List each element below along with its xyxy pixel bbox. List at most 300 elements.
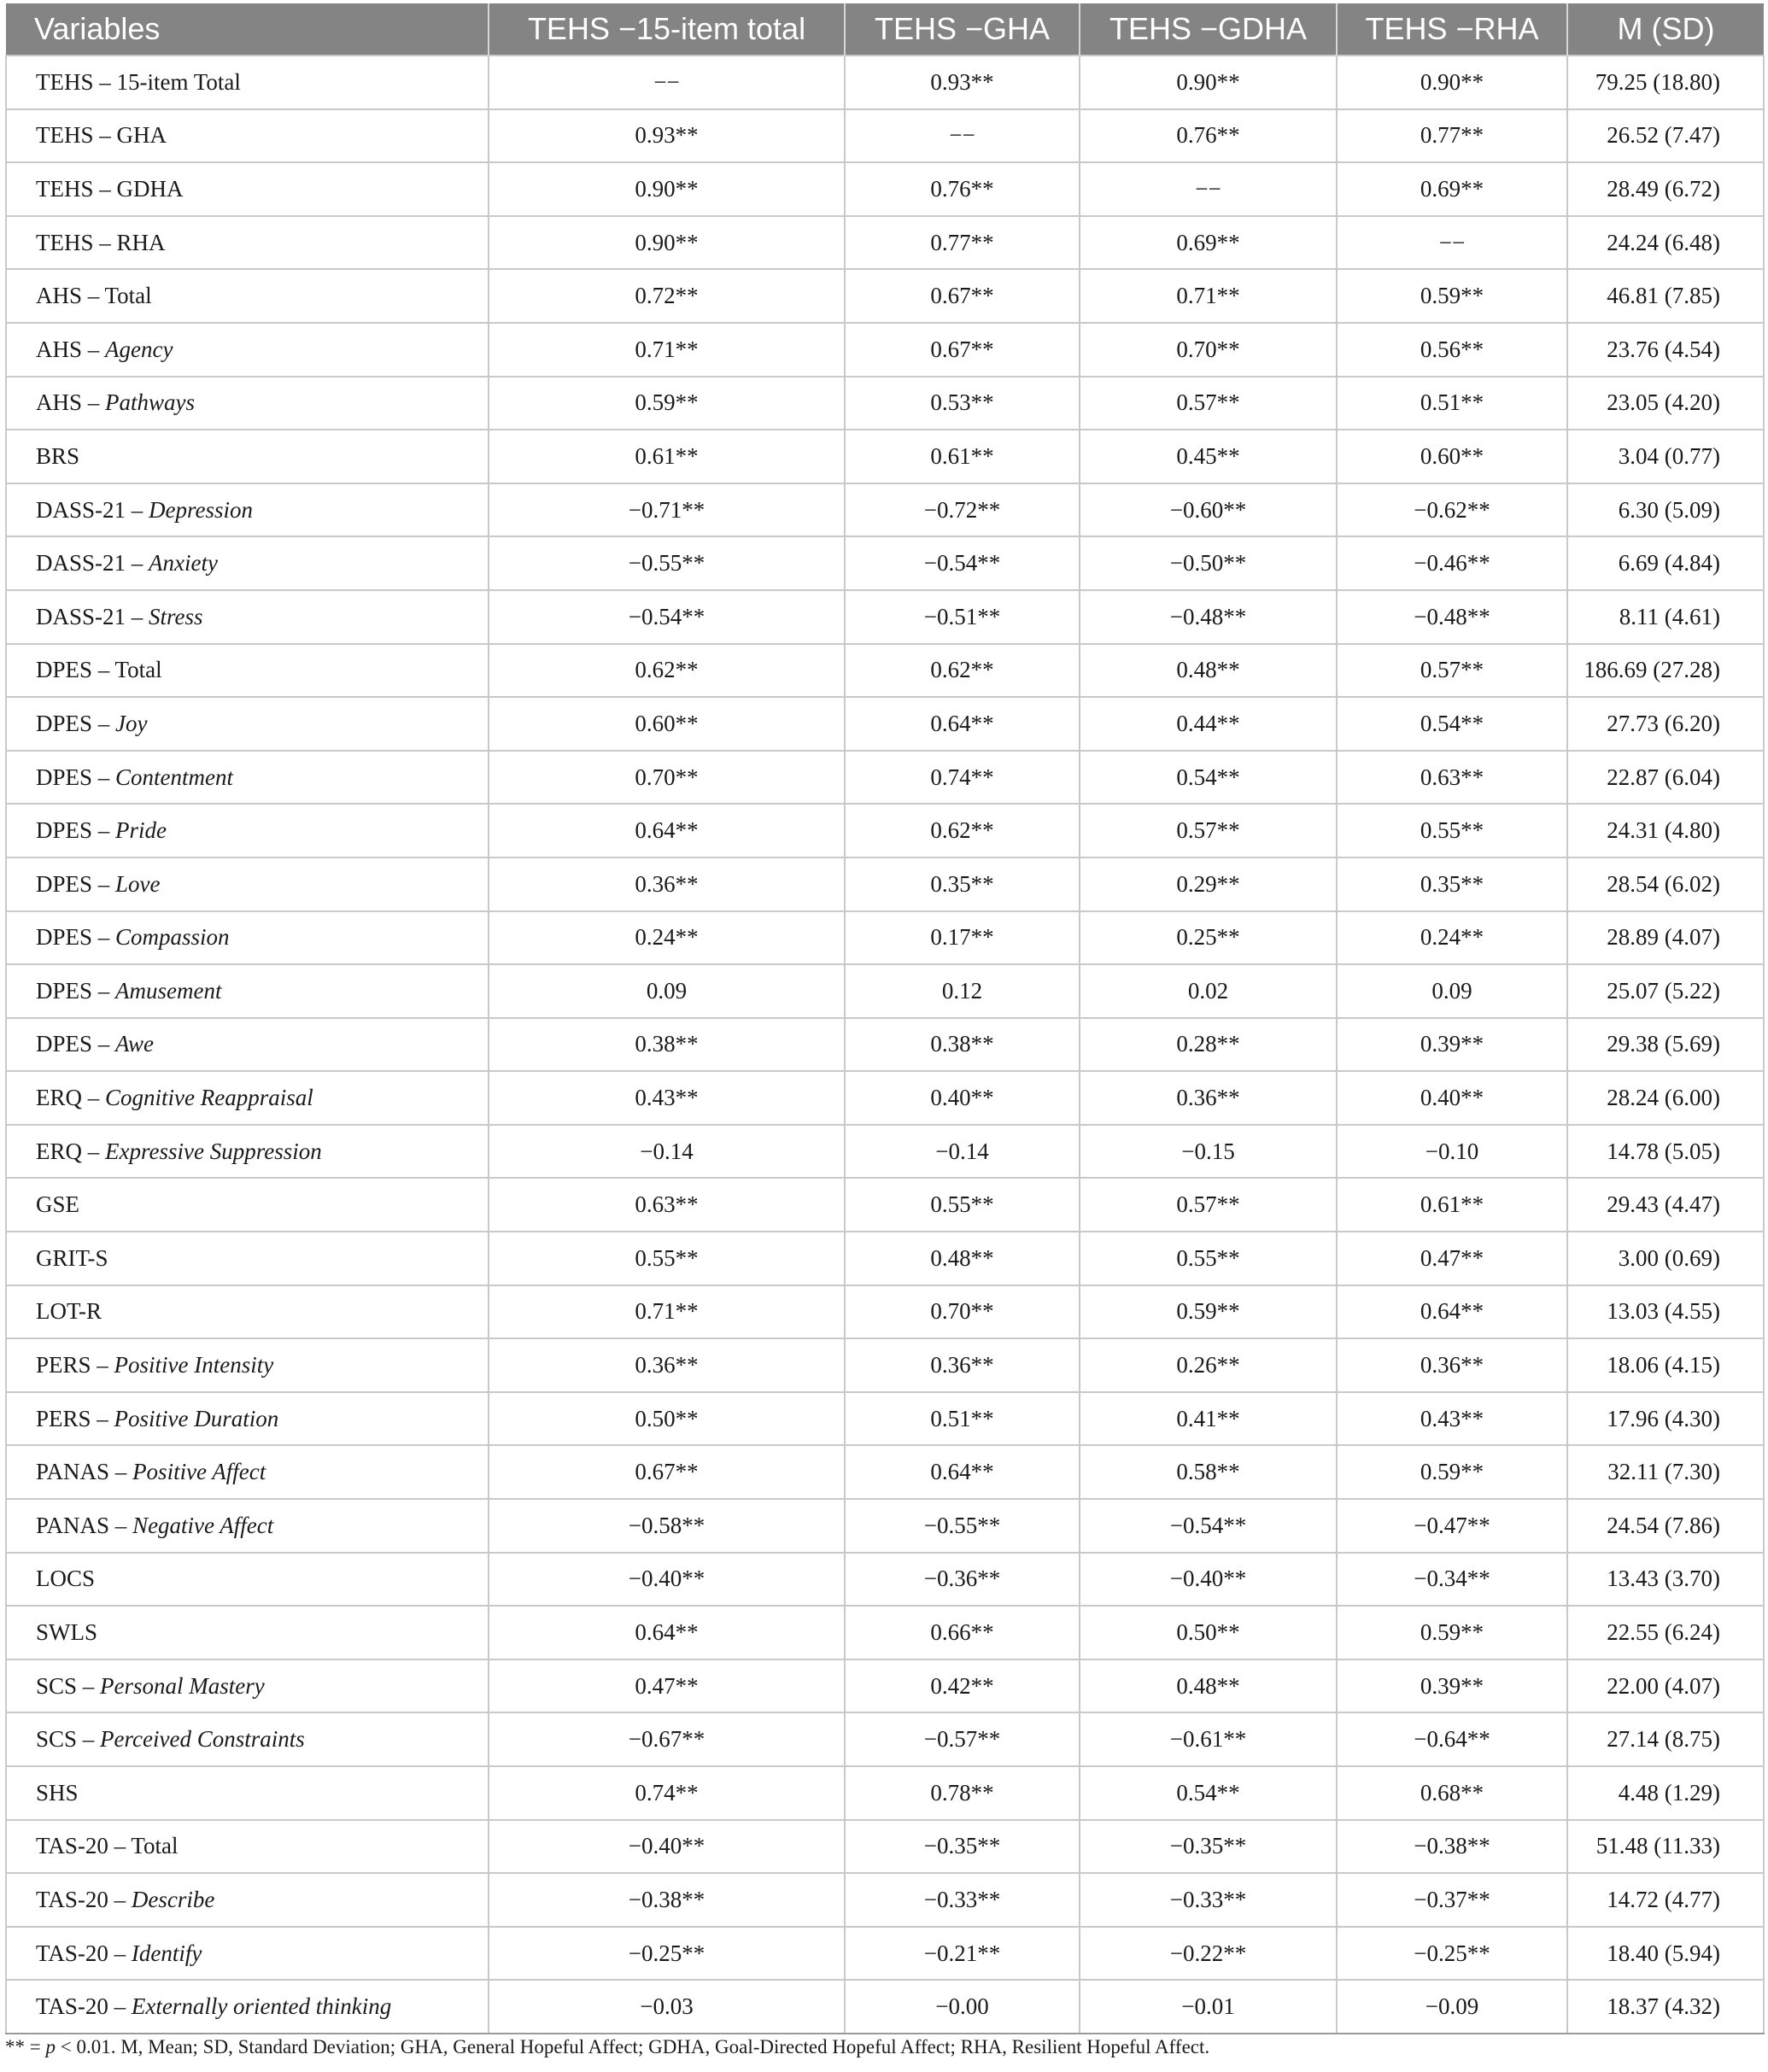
table-row [6, 1232, 1764, 1285]
variable-name-cell [6, 857, 489, 911]
tehs-gha-cell: 0.74** [845, 751, 1080, 805]
mean-sd-cell: 6.30 (5.09) [1567, 483, 1764, 537]
variable-scale: DASS-21 – [36, 496, 149, 523]
variable-name-cell [6, 1445, 489, 1499]
tehs-rha-cell: −0.37** [1337, 1873, 1567, 1927]
tehs-gha-cell: 0.55** [845, 1178, 1080, 1232]
variable-subscale: Externally oriented thinking [131, 1993, 392, 2020]
tehs-gha-cell: 0.78** [845, 1766, 1080, 1820]
tehs-gdha-cell: 0.59** [1080, 1285, 1337, 1339]
tehs-rha-cell: 0.36** [1337, 1338, 1567, 1392]
variable-scale: BRS [36, 442, 80, 469]
variable-scale: SWLS [36, 1619, 98, 1646]
variable-subscale: Personal Mastery [100, 1672, 265, 1699]
tehs-rha-cell: 0.47** [1337, 1232, 1567, 1285]
tehs-total-cell: −0.25** [489, 1927, 845, 1981]
tehs-total-cell: 0.71** [489, 323, 845, 377]
tehs-total-cell: −0.14 [489, 1125, 845, 1179]
variable-scale: PANAS – [36, 1512, 133, 1538]
tehs-gdha-cell: −0.15 [1080, 1125, 1337, 1179]
tehs-gdha-cell: 0.71** [1080, 269, 1337, 323]
tehs-rha-cell: −0.10 [1337, 1125, 1567, 1179]
variable-name-cell [6, 1980, 489, 2034]
tehs-gdha-cell: 0.90** [1080, 56, 1337, 109]
tehs-total-cell: 0.36** [489, 857, 845, 911]
variable-scale: ERQ – [36, 1085, 105, 1111]
variable-scale: GSE [36, 1191, 80, 1218]
tehs-rha-cell: 0.60** [1337, 430, 1567, 483]
mean-sd-cell: 22.87 (6.04) [1567, 751, 1764, 805]
tehs-gha-cell: 0.35** [845, 857, 1080, 911]
tehs-total-cell: 0.90** [489, 162, 845, 216]
tehs-gdha-cell: 0.50** [1080, 1606, 1337, 1659]
table-row [6, 109, 1764, 163]
tehs-rha-cell: 0.90** [1337, 56, 1567, 109]
tehs-total-cell: −0.38** [489, 1873, 845, 1927]
tehs-gha-cell: 0.62** [845, 804, 1080, 857]
variable-subscale: Describe [131, 1886, 215, 1912]
tehs-rha-cell: −0.46** [1337, 536, 1567, 590]
variable-scale: LOCS [36, 1566, 96, 1592]
footnote-lead: ** = [5, 2036, 46, 2057]
tehs-gha-cell: −0.55** [845, 1499, 1080, 1553]
tehs-total-cell: −0.71** [489, 483, 845, 537]
correlation-table-container [5, 3, 1763, 2034]
tehs-gha-cell: 0.48** [845, 1232, 1080, 1285]
variable-subscale: Anxiety [149, 550, 218, 577]
variable-scale: DPES – [36, 870, 116, 897]
tehs-rha-cell: 0.39** [1337, 1018, 1567, 1072]
tehs-gdha-cell: 0.58** [1080, 1445, 1337, 1499]
variable-name-cell [6, 911, 489, 965]
tehs-gha-cell: 0.66** [845, 1606, 1080, 1659]
mean-sd-cell: 28.24 (6.00) [1567, 1071, 1764, 1125]
variable-name-cell [6, 697, 489, 751]
tehs-total-cell: 0.71** [489, 1285, 845, 1339]
variable-scale: TEHS – 15-item Total [36, 68, 241, 95]
variable-scale: LOT-R [36, 1298, 102, 1325]
tehs-total-cell: −0.40** [489, 1553, 845, 1607]
variable-name-cell [6, 1659, 489, 1713]
mean-sd-cell: 29.38 (5.69) [1567, 1018, 1764, 1072]
table-row [6, 1659, 1764, 1713]
tehs-gdha-cell: −0.50** [1080, 536, 1337, 590]
tehs-gha-cell: −0.72** [845, 483, 1080, 537]
tehs-gdha-cell: 0.44** [1080, 697, 1337, 751]
table-row [6, 1071, 1764, 1125]
tehs-total-cell: −0.55** [489, 536, 845, 590]
mean-sd-cell: 29.43 (4.47) [1567, 1178, 1764, 1232]
mean-sd-cell: 46.81 (7.85) [1567, 269, 1764, 323]
mean-sd-cell: 8.11 (4.61) [1567, 590, 1764, 644]
tehs-rha-cell: 0.56** [1337, 323, 1567, 377]
header-variables: Variables [6, 3, 489, 56]
variable-scale: TEHS – RHA [36, 229, 166, 255]
tehs-rha-cell: 0.77** [1337, 109, 1567, 163]
variable-name-cell [6, 269, 489, 323]
tehs-gdha-cell: 0.54** [1080, 751, 1337, 805]
variable-subscale: Positive Duration [114, 1405, 279, 1431]
variable-name-cell [6, 1927, 489, 1981]
tehs-gha-cell: 0.64** [845, 1445, 1080, 1499]
variable-name-cell [6, 1873, 489, 1927]
tehs-gdha-cell: 0.29** [1080, 857, 1337, 911]
mean-sd-cell: 28.49 (6.72) [1567, 162, 1764, 216]
tehs-gdha-cell: 0.69** [1080, 216, 1337, 270]
variable-name-cell [6, 1712, 489, 1766]
header-tehs-total: TEHS −15-item total [489, 3, 845, 56]
tehs-total-cell: 0.38** [489, 1018, 845, 1072]
tehs-total-cell: −0.58** [489, 1499, 845, 1553]
tehs-rha-cell: 0.09 [1337, 964, 1567, 1018]
tehs-total-cell: −0.03 [489, 1980, 845, 2034]
variable-name-cell [6, 1606, 489, 1659]
tehs-total-cell: 0.61** [489, 430, 845, 483]
tehs-rha-cell: −0.38** [1337, 1820, 1567, 1874]
tehs-rha-cell: −0.48** [1337, 590, 1567, 644]
tehs-gdha-cell: 0.57** [1080, 1178, 1337, 1232]
tehs-total-cell: −− [489, 56, 845, 109]
variable-name-cell [6, 483, 489, 537]
tehs-gdha-cell: 0.55** [1080, 1232, 1337, 1285]
variable-scale: AHS – [36, 389, 106, 416]
tehs-gha-cell: −0.33** [845, 1873, 1080, 1927]
tehs-gha-cell: 0.12 [845, 964, 1080, 1018]
variable-scale: TEHS – GDHA [36, 175, 184, 202]
variable-name-cell [6, 1820, 489, 1874]
table-row [6, 1499, 1764, 1553]
variable-scale: PERS – [36, 1405, 114, 1431]
tehs-total-cell: 0.36** [489, 1338, 845, 1392]
table-row [6, 644, 1764, 698]
variable-name-cell [6, 536, 489, 590]
tehs-total-cell: 0.93** [489, 109, 845, 163]
variable-name-cell [6, 1178, 489, 1232]
tehs-total-cell: 0.24** [489, 911, 845, 965]
variable-subscale: Awe [115, 1031, 155, 1057]
variable-scale: SCS – [36, 1672, 101, 1699]
mean-sd-cell: 3.00 (0.69) [1567, 1232, 1764, 1285]
table-row [6, 1606, 1764, 1659]
variable-scale: PERS – [36, 1352, 114, 1378]
mean-sd-cell: 27.14 (8.75) [1567, 1712, 1764, 1766]
tehs-gdha-cell: 0.48** [1080, 644, 1337, 698]
variable-name-cell [6, 1071, 489, 1125]
table-row [6, 804, 1764, 857]
tehs-gha-cell: −0.21** [845, 1927, 1080, 1981]
tehs-total-cell: 0.50** [489, 1392, 845, 1446]
tehs-gdha-cell: 0.57** [1080, 377, 1337, 430]
tehs-rha-cell: 0.35** [1337, 857, 1567, 911]
tehs-rha-cell: 0.57** [1337, 644, 1567, 698]
tehs-total-cell: 0.09 [489, 964, 845, 1018]
tehs-gdha-cell: −0.22** [1080, 1927, 1337, 1981]
variable-name-cell [6, 644, 489, 698]
variable-subscale: Negative Affect [132, 1512, 274, 1538]
tehs-gdha-cell: 0.57** [1080, 804, 1337, 857]
tehs-gdha-cell: 0.28** [1080, 1018, 1337, 1072]
tehs-rha-cell: −− [1337, 216, 1567, 270]
tehs-total-cell: 0.43** [489, 1071, 845, 1125]
variable-subscale: Agency [105, 336, 173, 362]
tehs-total-cell: 0.63** [489, 1178, 845, 1232]
variable-subscale: Joy [115, 710, 148, 736]
table-row [6, 536, 1764, 590]
tehs-rha-cell: 0.64** [1337, 1285, 1567, 1339]
variable-scale: DPES – [36, 1031, 116, 1057]
table-row [6, 1712, 1764, 1766]
table-row [6, 216, 1764, 270]
mean-sd-cell: 28.89 (4.07) [1567, 911, 1764, 965]
variable-subscale: Expressive Suppression [105, 1138, 322, 1164]
variable-subscale: Pathways [105, 389, 196, 416]
tehs-gha-cell: −0.14 [845, 1125, 1080, 1179]
tehs-gdha-cell: −0.60** [1080, 483, 1337, 537]
variable-subscale: Perceived Constraints [100, 1726, 305, 1753]
table-row [6, 857, 1764, 911]
tehs-total-cell: 0.90** [489, 216, 845, 270]
tehs-gha-cell: −0.54** [845, 536, 1080, 590]
tehs-rha-cell: 0.68** [1337, 1766, 1567, 1820]
table-row [6, 1125, 1764, 1179]
mean-sd-cell: 18.40 (5.94) [1567, 1927, 1764, 1981]
mean-sd-cell: 14.78 (5.05) [1567, 1125, 1764, 1179]
tehs-gha-cell: 0.53** [845, 377, 1080, 430]
header-mean-sd: M (SD) [1567, 3, 1764, 56]
tehs-gha-cell: 0.64** [845, 697, 1080, 751]
variable-scale: PANAS – [36, 1459, 133, 1485]
table-row [6, 1820, 1764, 1874]
table-row [6, 1873, 1764, 1927]
mean-sd-cell: 32.11 (7.30) [1567, 1445, 1764, 1499]
tehs-total-cell: 0.47** [489, 1659, 845, 1713]
tehs-gdha-cell: −0.35** [1080, 1820, 1337, 1874]
variable-scale: DPES – [36, 977, 116, 1004]
variable-name-cell [6, 56, 489, 109]
mean-sd-cell: 28.54 (6.02) [1567, 857, 1764, 911]
tehs-rha-cell: 0.59** [1337, 269, 1567, 323]
variable-subscale: Pride [115, 817, 167, 844]
mean-sd-cell: 6.69 (4.84) [1567, 536, 1764, 590]
variable-name-cell [6, 430, 489, 483]
table-row [6, 162, 1764, 216]
tehs-rha-cell: 0.59** [1337, 1606, 1567, 1659]
tehs-gha-cell: 0.38** [845, 1018, 1080, 1072]
table-row [6, 269, 1764, 323]
variable-name-cell [6, 804, 489, 857]
mean-sd-cell: 13.03 (4.55) [1567, 1285, 1764, 1339]
tehs-rha-cell: −0.25** [1337, 1927, 1567, 1981]
tehs-total-cell: −0.40** [489, 1820, 845, 1874]
mean-sd-cell: 4.48 (1.29) [1567, 1766, 1764, 1820]
tehs-rha-cell: 0.61** [1337, 1178, 1567, 1232]
table-row [6, 56, 1764, 109]
tehs-total-cell: 0.67** [489, 1445, 845, 1499]
variable-subscale: Compassion [115, 924, 230, 951]
variable-subscale: Contentment [115, 764, 234, 790]
tehs-total-cell: 0.60** [489, 697, 845, 751]
tehs-gha-cell: 0.36** [845, 1338, 1080, 1392]
tehs-gdha-cell: 0.26** [1080, 1338, 1337, 1392]
tehs-rha-cell: 0.51** [1337, 377, 1567, 430]
variable-name-cell [6, 1018, 489, 1072]
table-row [6, 1980, 1764, 2034]
mean-sd-cell: 26.52 (7.47) [1567, 109, 1764, 163]
tehs-total-cell: 0.64** [489, 804, 845, 857]
variable-scale: DASS-21 – [36, 603, 149, 629]
variable-name-cell [6, 1766, 489, 1820]
mean-sd-cell: 79.25 (18.80) [1567, 56, 1764, 109]
correlation-table [5, 3, 1765, 2034]
tehs-rha-cell: 0.69** [1337, 162, 1567, 216]
tehs-total-cell: 0.59** [489, 377, 845, 430]
variable-scale: SCS – [36, 1726, 101, 1753]
tehs-gdha-cell: −− [1080, 162, 1337, 216]
variable-subscale: Love [115, 870, 161, 897]
variable-name-cell [6, 162, 489, 216]
table-row [6, 1178, 1764, 1232]
tehs-gha-cell: −− [845, 109, 1080, 163]
variable-name-cell [6, 1553, 489, 1607]
tehs-gha-cell: −0.57** [845, 1712, 1080, 1766]
variable-scale: DPES – [36, 764, 116, 790]
variable-subscale: Identify [131, 1940, 202, 1966]
tehs-rha-cell: 0.55** [1337, 804, 1567, 857]
variable-scale: TAS-20 – [36, 1886, 132, 1912]
table-row [6, 751, 1764, 805]
tehs-rha-cell: 0.54** [1337, 697, 1567, 751]
variable-scale: AHS – [36, 336, 106, 362]
table-row [6, 697, 1764, 751]
footnote-text: < 0.01. M, Mean; SD, Standard Deviation; GHA, General Hopeful Affect; GDHA, Goal-Directed Hopeful Affect; RHA, Resilient Hopeful Affect. [55, 2036, 1210, 2057]
variable-name-cell [6, 964, 489, 1018]
variable-scale: DPES – Total [36, 657, 162, 683]
table-row [6, 964, 1764, 1018]
variable-scale: DPES – [36, 924, 116, 951]
table-row [6, 1285, 1764, 1339]
variable-subscale: Stress [149, 603, 203, 629]
tehs-gha-cell: 0.62** [845, 644, 1080, 698]
tehs-rha-cell: 0.63** [1337, 751, 1567, 805]
table-row [6, 1927, 1764, 1981]
tehs-rha-cell: 0.39** [1337, 1659, 1567, 1713]
tehs-gdha-cell: −0.54** [1080, 1499, 1337, 1553]
tehs-total-cell: −0.67** [489, 1712, 845, 1766]
variable-subscale: Positive Intensity [114, 1352, 274, 1378]
tehs-total-cell: 0.72** [489, 269, 845, 323]
variable-scale: AHS – Total [36, 283, 152, 309]
mean-sd-cell: 14.72 (4.77) [1567, 1873, 1764, 1927]
variable-scale: TAS-20 – [36, 1993, 132, 2020]
header-row [6, 3, 1764, 56]
tehs-gdha-cell: 0.48** [1080, 1659, 1337, 1713]
table-row [6, 483, 1764, 537]
variable-name-cell [6, 1285, 489, 1339]
tehs-total-cell: 0.55** [489, 1232, 845, 1285]
tehs-total-cell: 0.74** [489, 1766, 845, 1820]
table-row [6, 377, 1764, 430]
variable-name-cell [6, 216, 489, 270]
table-row [6, 911, 1764, 965]
mean-sd-cell: 22.55 (6.24) [1567, 1606, 1764, 1659]
footnote-p: p [45, 2036, 56, 2057]
tehs-gha-cell: −0.00 [845, 1980, 1080, 2034]
mean-sd-cell: 27.73 (6.20) [1567, 697, 1764, 751]
tehs-rha-cell: 0.24** [1337, 911, 1567, 965]
header-tehs-rha: TEHS −RHA [1337, 3, 1567, 56]
variable-scale: SHS [36, 1779, 79, 1806]
variable-subscale: Cognitive Reappraisal [105, 1085, 313, 1111]
variable-name-cell [6, 1499, 489, 1553]
mean-sd-cell: 18.06 (4.15) [1567, 1338, 1764, 1392]
header-tehs-gdha: TEHS −GDHA [1080, 3, 1337, 56]
variable-subscale: Depression [149, 496, 254, 523]
variable-subscale: Amusement [115, 977, 222, 1004]
tehs-total-cell: 0.70** [489, 751, 845, 805]
variable-name-cell [6, 109, 489, 163]
table-row [6, 1766, 1764, 1820]
table-row [6, 1392, 1764, 1446]
table-row [6, 323, 1764, 377]
mean-sd-cell: 25.07 (5.22) [1567, 964, 1764, 1018]
tehs-gha-cell: 0.61** [845, 430, 1080, 483]
tehs-gdha-cell: −0.33** [1080, 1873, 1337, 1927]
tehs-gdha-cell: −0.40** [1080, 1553, 1337, 1607]
tehs-rha-cell: −0.62** [1337, 483, 1567, 537]
mean-sd-cell: 3.04 (0.77) [1567, 430, 1764, 483]
table-row [6, 1553, 1764, 1607]
tehs-gdha-cell: −0.01 [1080, 1980, 1337, 2034]
variable-scale: TEHS – GHA [36, 122, 167, 149]
tehs-rha-cell: −0.34** [1337, 1553, 1567, 1607]
table-row [6, 430, 1764, 483]
tehs-gdha-cell: 0.36** [1080, 1071, 1337, 1125]
header-tehs-gha: TEHS −GHA [845, 3, 1080, 56]
tehs-gdha-cell: 0.25** [1080, 911, 1337, 965]
tehs-gha-cell: 0.77** [845, 216, 1080, 270]
mean-sd-cell: 22.00 (4.07) [1567, 1659, 1764, 1713]
table-footnote [5, 2036, 1209, 2058]
table-row [6, 1018, 1764, 1072]
tehs-gha-cell: 0.67** [845, 323, 1080, 377]
tehs-gha-cell: 0.70** [845, 1285, 1080, 1339]
variable-name-cell [6, 1338, 489, 1392]
mean-sd-cell: 51.48 (11.33) [1567, 1820, 1764, 1874]
variable-name-cell [6, 590, 489, 644]
tehs-rha-cell: −0.09 [1337, 1980, 1567, 2034]
tehs-gdha-cell: −0.61** [1080, 1712, 1337, 1766]
mean-sd-cell: 13.43 (3.70) [1567, 1553, 1764, 1607]
mean-sd-cell: 24.24 (6.48) [1567, 216, 1764, 270]
tehs-gha-cell: 0.51** [845, 1392, 1080, 1446]
tehs-rha-cell: 0.43** [1337, 1392, 1567, 1446]
tehs-gdha-cell: 0.70** [1080, 323, 1337, 377]
tehs-rha-cell: −0.64** [1337, 1712, 1567, 1766]
table-body [6, 56, 1764, 2034]
variable-scale: GRIT-S [36, 1244, 108, 1271]
mean-sd-cell: 23.05 (4.20) [1567, 377, 1764, 430]
tehs-gha-cell: 0.93** [845, 56, 1080, 109]
variable-scale: DPES – [36, 817, 116, 844]
mean-sd-cell: 24.31 (4.80) [1567, 804, 1764, 857]
tehs-gha-cell: −0.51** [845, 590, 1080, 644]
tehs-gha-cell: 0.42** [845, 1659, 1080, 1713]
table-header [6, 3, 1764, 56]
table-row [6, 1338, 1764, 1392]
tehs-gha-cell: 0.17** [845, 911, 1080, 965]
table-row [6, 1445, 1764, 1499]
variable-name-cell [6, 751, 489, 805]
